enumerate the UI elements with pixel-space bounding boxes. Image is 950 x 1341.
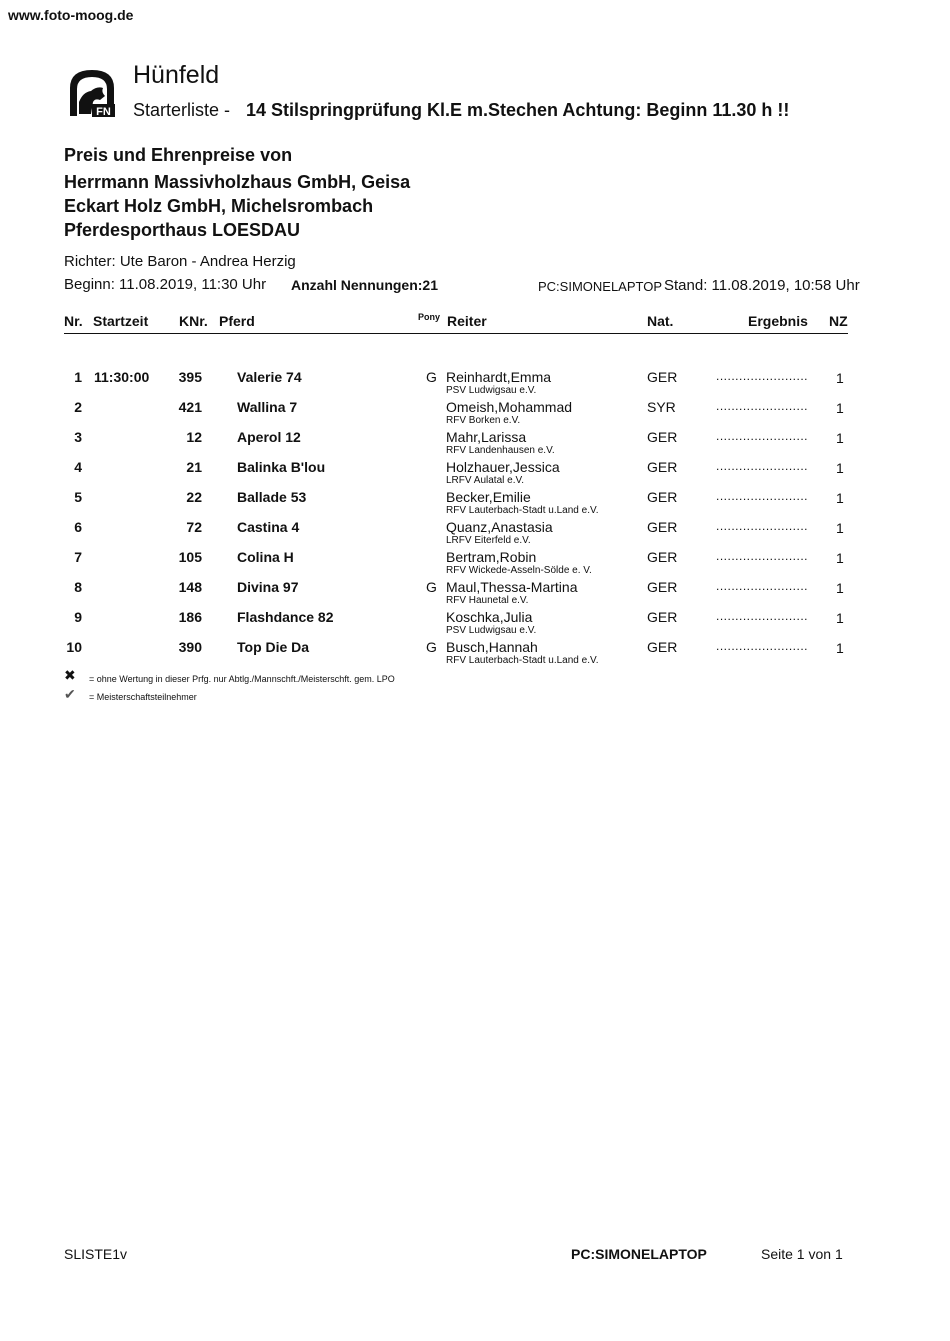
row-knr: 390 [178,639,202,655]
row-nr: 1 [74,369,82,385]
row-rider: Omeish,Mohammad [446,399,573,415]
row-rider: Holzhauer,Jessica [446,459,560,475]
row-knr: 21 [186,459,202,475]
cross-icon: ✖ [64,667,76,683]
row-time: 11:30:00 [94,369,150,385]
row-result-dots: ........................ [716,399,809,413]
row-nr: 10 [66,639,82,655]
table-row [0,639,950,669]
row-nat: GER [647,489,678,505]
row-nz: 1 [836,580,844,596]
row-rider: Mahr,Larissa [446,429,527,445]
footer-page-number: Seite 1 von 1 [761,1246,843,1262]
sponsor-line: Herrmann Massivholzhaus GmbH, Geisa [64,172,411,192]
row-horse: Aperol 12 [237,429,301,445]
row-result-dots: ........................ [716,429,809,443]
row-rider: Koschka,Julia [446,609,533,625]
row-rider: Bertram,Robin [446,549,537,565]
start-time: Beginn: 11.08.2019, 11:30 Uhr [64,276,267,293]
col-ergebnis: Ergebnis [748,313,808,329]
pc-name: PC:SIMONELAPTOP [538,279,663,294]
row-nat: SYR [647,399,676,415]
col-nr: Nr. [64,313,83,329]
row-club: RFV Landenhausen e.V. [446,445,555,456]
row-knr: 105 [178,549,202,565]
row-horse: Balinka B'lou [237,459,326,475]
row-result-dots: ........................ [716,579,809,593]
row-nat: GER [647,369,678,385]
table-row [0,369,950,399]
row-result-dots: ........................ [716,489,809,503]
row-nz: 1 [836,370,844,386]
row-nr: 3 [74,429,82,445]
col-knr: KNr. [179,313,208,329]
row-knr: 22 [186,489,202,505]
row-result-dots: ........................ [716,519,809,533]
row-knr: 72 [186,519,202,535]
row-nat: GER [647,549,678,565]
row-rider: Becker,Emilie [446,489,531,505]
row-club: PSV Ludwigsau e.V. [446,385,537,396]
row-result-dots: ........................ [716,639,809,653]
sponsor-line: Eckart Holz GmbH, Michelsrombach [64,196,374,216]
row-club: RFV Lauterbach-Stadt u.Land e.V. [446,505,599,516]
table-row [0,609,950,639]
row-knr: 395 [178,369,202,385]
entries-count: Anzahl Nennungen:21 [291,277,439,293]
table-row [0,579,950,609]
row-nat: GER [647,609,678,625]
row-knr: 12 [186,429,202,445]
row-club: RFV Lauterbach-Stadt u.Land e.V. [446,655,599,666]
header-rule [64,333,848,334]
row-nat: GER [647,579,678,595]
sponsor-line: Preis und Ehrenpreise von [64,145,293,165]
row-result-dots: ........................ [716,459,809,473]
legend-cross-text: = ohne Wertung in dieser Prfg. nur Abtlg./Mannschft./Meisterschft. gem. LPO [89,674,395,684]
row-nz: 1 [836,520,844,536]
row-nz: 1 [836,460,844,476]
row-club: RFV Borken e.V. [446,415,521,426]
row-club: PSV Ludwigsau e.V. [446,625,537,636]
row-horse: Colina H [237,549,294,565]
fn-logo [67,66,117,118]
row-horse: Wallina 7 [237,399,298,415]
row-nr: 4 [74,459,82,475]
row-nr: 5 [74,489,82,505]
row-nz: 1 [836,550,844,566]
row-horse: Top Die Da [237,639,310,655]
col-pferd: Pferd [219,313,255,329]
col-startzeit: Startzeit [93,313,149,329]
stand-timestamp: Stand: 11.08.2019, 10:58 Uhr [664,277,860,294]
row-rider: Reinhardt,Emma [446,369,552,385]
col-nz: NZ [829,313,848,329]
row-pony: G [426,579,437,595]
col-pony: Pony [418,312,441,322]
row-horse: Ballade 53 [237,489,307,505]
table-row [0,459,950,489]
footer-pc-name: PC:SIMONELAPTOP [571,1246,707,1262]
row-pony: G [426,639,437,655]
row-horse: Flashdance 82 [237,609,334,625]
table-row [0,489,950,519]
row-nz: 1 [836,610,844,626]
row-horse: Divina 97 [237,579,299,595]
row-result-dots: ........................ [716,609,809,623]
row-nr: 7 [74,549,82,565]
col-reiter: Reiter [447,313,487,329]
col-nat: Nat. [647,313,674,329]
sponsor-line: Pferdesporthaus LOESDAU [64,220,301,240]
judges: Richter: Ute Baron - Andrea Herzig [64,253,296,270]
row-nz: 1 [836,640,844,656]
footer-report-id: SLISTE1v [64,1246,128,1262]
row-nz: 1 [836,430,844,446]
row-pony: G [426,369,437,385]
row-nz: 1 [836,400,844,416]
venue-title: Hünfeld [133,61,220,89]
row-rider: Busch,Hannah [446,639,538,655]
row-nr: 2 [74,399,82,415]
row-knr: 148 [178,579,202,595]
row-nr: 9 [74,609,82,625]
row-nat: GER [647,639,678,655]
row-nz: 1 [836,490,844,506]
logo-text: FN [96,106,111,118]
row-club: LRFV Eiterfeld e.V. [446,535,531,546]
competition-title: 14 Stilspringprüfung Kl.E m.Stechen Achtung: Beginn 11.30 h !! [246,100,790,120]
row-knr: 421 [178,399,202,415]
table-row [0,399,950,429]
row-result-dots: ........................ [716,549,809,563]
row-club: RFV Haunetal e.V. [446,595,529,606]
row-result-dots: ........................ [716,369,809,383]
watermark: www.foto-moog.de [8,7,134,23]
row-club: RFV Wickede-Asseln-Sölde e. V. [446,565,592,576]
table-row [0,519,950,549]
row-rider: Quanz,Anastasia [446,519,553,535]
row-nr: 8 [74,579,82,595]
row-nat: GER [647,519,678,535]
check-icon: ✔ [64,686,76,702]
row-club: LRFV Aulatal e.V. [446,475,525,486]
row-knr: 186 [178,609,202,625]
row-nat: GER [647,429,678,445]
row-nat: GER [647,459,678,475]
table-row [0,429,950,459]
row-horse: Castina 4 [237,519,300,535]
legend-check-text: = Meisterschaftsteilnehmer [89,692,197,702]
row-horse: Valerie 74 [237,369,302,385]
row-rider: Maul,Thessa-Martina [446,579,578,595]
starterliste-label: Starterliste - [133,100,231,120]
row-nr: 6 [74,519,82,535]
table-row [0,549,950,579]
